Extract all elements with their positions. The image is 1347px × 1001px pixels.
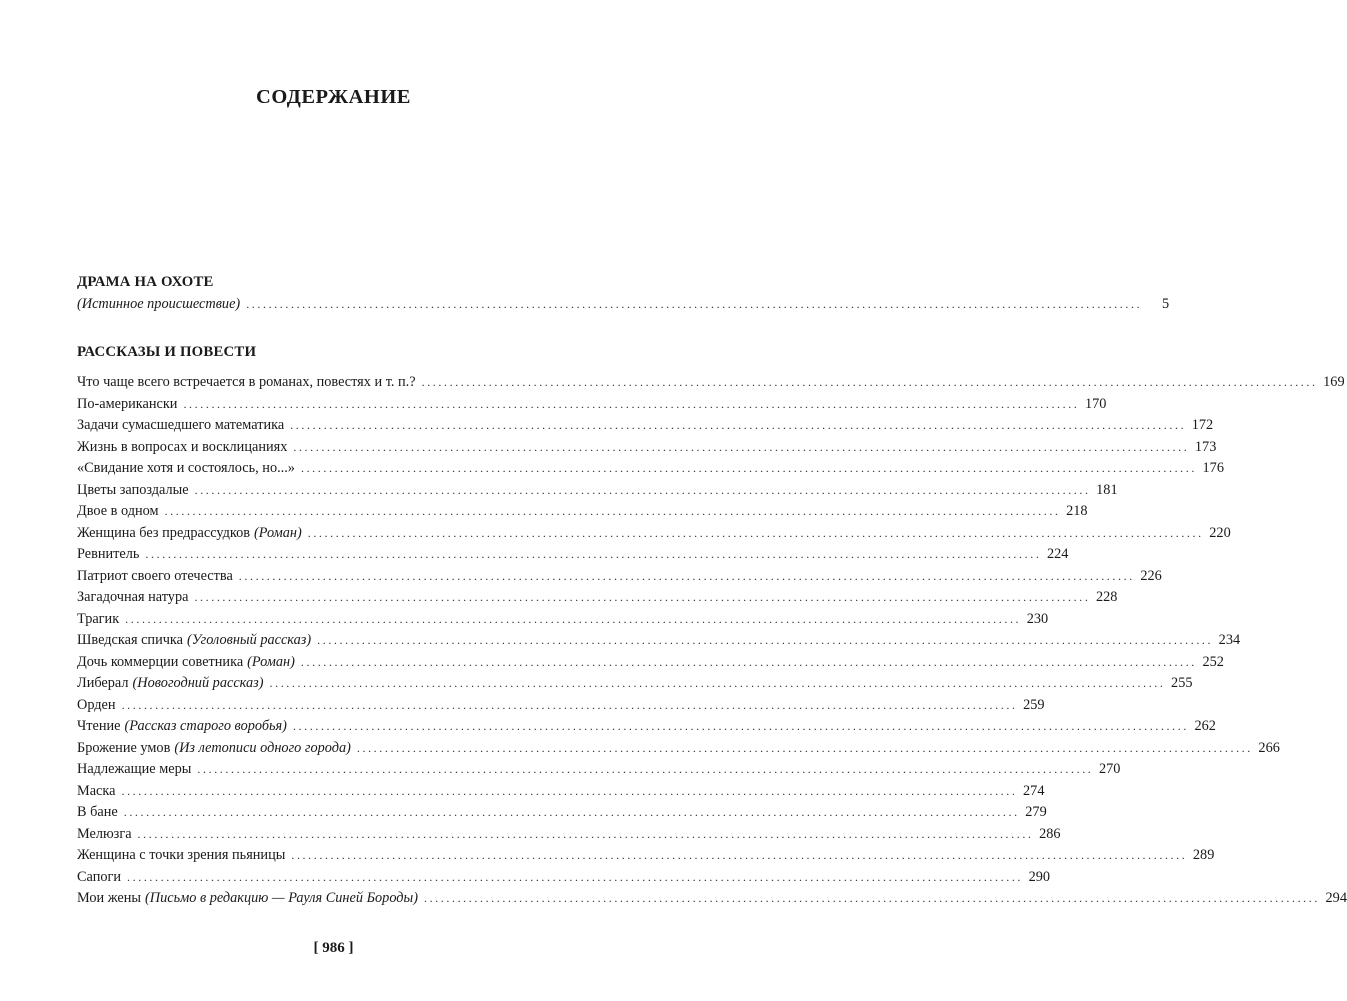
toc-entry: [77, 890, 1347, 912]
toc-entry: [77, 782, 1045, 805]
toc-entry-title: Жизнь в вопросах и восклицаниях: [77, 438, 288, 455]
toc-entry-page: 176: [1202, 460, 1224, 476]
toc-entry-title: Сапоги: [77, 868, 122, 885]
toc-entry-title: В бане: [77, 804, 118, 820]
toc-entry-page: 172: [1191, 417, 1214, 433]
toc-entry-page: 262: [1194, 718, 1216, 734]
toc-list: [77, 374, 1347, 912]
toc-entry-title: Дочь коммерции советника: [77, 653, 244, 670]
toc-entry-page: 181: [1096, 481, 1118, 498]
dot-leader: ................................................................................................................................................................: [125, 611, 1022, 626]
section-heading: РАССКАЗЫ И ПОВЕСТИ: [77, 344, 257, 360]
toc-entry: [77, 610, 1049, 633]
toc-entry: [77, 546, 1069, 568]
toc-entry-subtitle: (Уголовный рассказ): [187, 632, 312, 648]
toc-entry: [77, 847, 1215, 869]
toc-entry-page: 170: [1085, 395, 1107, 412]
toc-entry-page: 169: [1323, 374, 1345, 390]
toc-entry: [77, 481, 1118, 504]
dot-leader: ................................................................................................................................................................: [293, 439, 1190, 454]
dot-leader: ................................................................................................................................................................: [317, 633, 1214, 647]
toc-entry-page: 252: [1202, 653, 1224, 670]
toc-entry: [77, 417, 1214, 439]
dot-leader: ................................................................................................................................................................: [121, 697, 1018, 712]
page-title: СОДЕРЖАНИЕ: [256, 86, 411, 108]
dot-leader: ................................................................................................................................................................: [127, 869, 1024, 884]
toc-entry-page: 294: [1325, 890, 1347, 906]
toc-entry-page: 5: [1162, 296, 1170, 312]
toc-entry-title: Брожение умов: [77, 739, 171, 756]
dot-leader: ................................................................................................................................................................: [121, 783, 1018, 798]
toc-entry-title: Орден: [77, 696, 116, 713]
toc-entry-page: 289: [1192, 847, 1215, 863]
toc-entry-title: Женщина с точки зрения пьяницы: [77, 847, 286, 863]
dot-leader: ................................................................................................................................................................: [137, 826, 1034, 841]
dot-leader: ................................................................................................................................................................: [197, 762, 1094, 776]
dot-leader: ................................................................................................................................................................: [356, 740, 1253, 755]
toc-entry-title: По-американски: [77, 395, 178, 412]
toc-entry-title: Загадочная натура: [77, 589, 189, 605]
toc-entry-title: Трагик: [77, 610, 120, 627]
toc-entry-title: Цветы запоздалые: [77, 481, 189, 498]
toc-entry-subtitle: (Новогодний рассказ): [132, 675, 264, 691]
toc-entry-title: Мелюзга: [77, 825, 132, 842]
toc-entry-page: 286: [1039, 825, 1061, 842]
toc-entry: [77, 718, 1216, 740]
toc-entry-title: Задачи сумасшедшего математика: [77, 417, 285, 433]
toc-entry: [77, 804, 1047, 826]
toc-entry-subtitle: (Письмо в редакцию — Рауля Синей Бороды): [145, 890, 418, 906]
section-heading: ДРАМА НА ОХОТЕ: [77, 274, 214, 290]
toc-entry-title: Чтение: [77, 718, 121, 734]
toc-entry-title: Либерал: [77, 675, 129, 691]
toc-entry-title: Надлежащие меры: [77, 761, 192, 777]
toc-entry: [77, 460, 1224, 482]
dot-leader: ................................................................................................................................................................: [291, 848, 1188, 862]
toc-entry-page: 173: [1194, 438, 1217, 455]
toc-entry-page: 224: [1046, 546, 1069, 562]
dot-leader: ................................................................................................................................................................: [194, 590, 1091, 604]
toc-entry-page: 230: [1026, 610, 1049, 627]
toc-entry-page: 255: [1171, 675, 1193, 691]
toc-entry-page: 218: [1066, 503, 1088, 519]
dot-leader: ................................................................................................................................................................: [421, 375, 1318, 389]
folio: [ 986 ]: [313, 940, 354, 956]
dot-leader: ................................................................................................................................................................: [269, 676, 1166, 690]
dot-leader: ................................................................................................................................................................: [238, 568, 1135, 583]
toc-entry-page: 290: [1028, 868, 1051, 885]
dot-leader: ................................................................................................................................................................: [164, 504, 1061, 518]
dot-leader: ................................................................................................................................................................: [300, 654, 1197, 669]
toc-entry-page: 266: [1258, 739, 1280, 756]
toc-entry: [77, 739, 1280, 762]
toc-entry-subtitle: (Из летописи одного города): [174, 739, 351, 756]
toc-entry-page: 228: [1095, 589, 1118, 605]
toc-entry-page: 226: [1140, 567, 1162, 584]
toc-entry: [77, 653, 1224, 676]
toc-entry-page: 274: [1023, 782, 1045, 799]
toc-entry-title: Двое в одном: [77, 503, 159, 519]
dot-leader: ................................................................................................................................................................: [123, 805, 1020, 819]
toc-entry: [77, 503, 1088, 525]
toc-entry-title: (Истинное происшествие): [77, 296, 241, 312]
dot-leader: ................................................................................................................................................................: [423, 891, 1320, 905]
toc-entry-title: Ревнитель: [77, 546, 140, 562]
toc-entry: [77, 567, 1162, 590]
toc-entry: [77, 438, 1217, 461]
dot-leader: ................................................................................................................................................................: [183, 396, 1080, 411]
dot-leader: ................................................................................................................................................................: [307, 525, 1204, 540]
toc-entry-page: 259: [1023, 696, 1045, 713]
toc-entry-title: Маска: [77, 782, 116, 799]
dot-leader: ................................................................................................................................................................: [290, 418, 1187, 432]
toc-entry: [77, 696, 1045, 719]
toc-entry-subtitle: (Роман): [254, 524, 302, 541]
toc-entry: [77, 395, 1107, 418]
toc-entry-title: Шведская спичка: [77, 632, 184, 648]
toc-entry-title: Патриот своего отечества: [77, 567, 233, 584]
dot-leader: ................................................................................................................................................................: [292, 719, 1189, 733]
toc-entry: [77, 825, 1061, 848]
dot-leader: ................................................................................................................................................................: [145, 547, 1042, 561]
toc-entry-page: 279: [1025, 804, 1047, 820]
toc-entry: [77, 868, 1051, 891]
toc-entry-subtitle: (Роман): [247, 653, 295, 670]
toc-entry-title: Мои жены: [77, 890, 142, 906]
toc-entry-page: 220: [1209, 524, 1231, 541]
toc-entry: [77, 374, 1345, 396]
toc-entry: [77, 296, 1170, 318]
toc-entry-title: Женщина без предрассудков: [77, 524, 251, 541]
toc-entry: [77, 632, 1241, 654]
dot-leader: ................................................................................................................................................................: [246, 297, 1143, 311]
toc-entry: [77, 761, 1121, 783]
dot-leader: ................................................................................................................................................................: [194, 482, 1091, 497]
toc-entry-page: 234: [1218, 632, 1241, 648]
toc-entry-subtitle: (Рассказ старого воробья): [124, 718, 287, 734]
toc-entry: [77, 589, 1118, 611]
toc-entry: [77, 675, 1193, 697]
toc-entry-title: Что чаще всего встречается в романах, повестях и т. п.?: [77, 374, 416, 390]
toc-entry-page: 270: [1098, 761, 1121, 777]
toc-entry-title: «Свидание хотя и состоялось, но...»: [77, 460, 295, 476]
toc-entry: [77, 524, 1231, 547]
dot-leader: ................................................................................................................................................................: [300, 461, 1197, 475]
